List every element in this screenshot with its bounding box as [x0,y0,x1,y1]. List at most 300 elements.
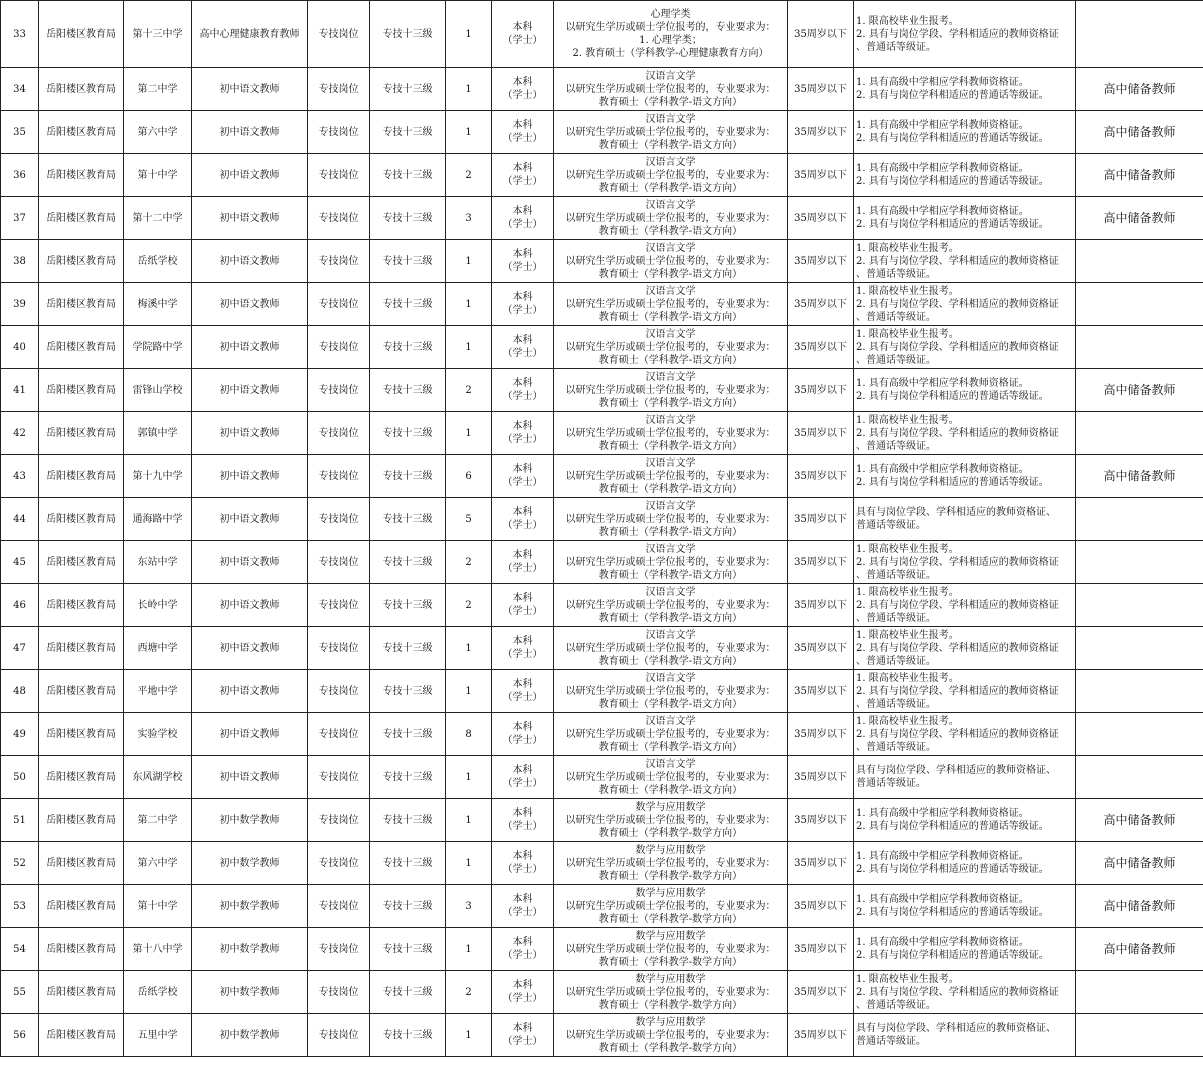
post-name-cell: 初中语文教师 [192,627,308,670]
hire-count-cell: 1 [446,928,492,971]
remark-cell [1076,1,1203,68]
major-cell-line: 教育硕士（学科教学-语文方向） [598,225,743,237]
education-cell [492,885,554,928]
major-cell-line: 以研究生学历或硕士学位报考的，专业要求为： [565,470,776,482]
major-cell-line: 教育硕士（学科教学-语文方向） [598,784,743,796]
education-cell-line: 本科 [512,464,533,475]
requirements-cell [854,756,1076,799]
major-cell-line: 教育硕士（学科教学-语文方向） [598,741,743,753]
school-cell: 长岭中学 [124,584,192,627]
remark-cell: 高中储备教师 [1076,885,1203,928]
major-cell-line: 以研究生学历或硕士学位报考的，专业要求为： [565,22,776,33]
major-cell [554,928,788,971]
major-cell [554,799,788,842]
post-level-cell: 专技十三级 [370,154,446,197]
school-cell: 实验学校 [124,713,192,756]
requirements-cell-line: 1. 限高校毕业生报考。 [856,715,959,727]
major-cell-line: 以研究生学历或硕士学位报考的，专业要求为： [565,943,776,955]
education-cell [492,799,554,842]
hire-count-cell: 1 [446,627,492,670]
department-cell: 岳阳楼区教育局 [39,756,124,799]
major-cell-line: 心理学类 [650,9,691,20]
major-cell [554,412,788,455]
age-limit-cell: 35周岁以下 [788,326,854,369]
education-cell-line: 本科 [512,937,533,948]
post-level-cell: 专技十三级 [370,670,446,713]
requirements-cell-line: 1. 具有高级中学相应学科教师资格证。 [856,464,1029,475]
education-cell [492,369,554,412]
requirements-cell-line: 1. 限高校毕业生报考。 [856,586,959,598]
requirements-cell [854,455,1076,498]
post-level-cell: 专技十三级 [370,1014,446,1057]
post-name-cell: 初中语文教师 [192,713,308,756]
post-level-cell: 专技十三级 [370,455,446,498]
education-cell-line: （学士） [502,821,543,832]
education-cell [492,412,554,455]
hire-count-cell: 1 [446,1014,492,1057]
remark-cell [1076,627,1203,670]
table-body [1,1,1203,1057]
remark-cell: 高中储备教师 [1076,369,1203,412]
education-cell-line: （学士） [502,864,543,875]
major-cell-line: 数学与应用数学 [635,844,706,856]
major-cell [554,326,788,369]
school-cell: 第十中学 [124,885,192,928]
requirements-cell [854,326,1076,369]
post-type-cell: 专技岗位 [308,842,370,885]
requirements-cell-line: 、普通话等级证。 [856,268,936,280]
major-cell-line: 以研究生学历或硕士学位报考的，专业要求为： [565,642,776,654]
major-cell-line: 以研究生学历或硕士学位报考的，专业要求为： [565,255,776,267]
requirements-cell-line: 1. 限高校毕业生报考。 [856,15,959,27]
education-cell-line: （学士） [502,649,543,660]
major-cell-line: 数学与应用数学 [635,930,706,942]
hire-count-cell: 1 [446,1,492,68]
post-level-cell: 专技十三级 [370,240,446,283]
remark-cell: 高中储备教师 [1076,111,1203,154]
requirements-cell-line: 1. 限高校毕业生报考。 [856,543,959,555]
education-cell-line: 本科 [512,722,533,733]
requirements-cell-line: 1. 限高校毕业生报考。 [856,629,959,641]
education-cell-line: 本科 [512,593,533,604]
requirements-cell [854,584,1076,627]
school-cell: 第十三中学 [124,1,192,68]
major-cell-line: 汉语言文学 [645,543,696,555]
education-cell-line: （学士） [502,305,543,316]
major-cell-line: 以研究生学历或硕士学位报考的，专业要求为： [565,900,776,912]
post-level-cell: 专技十三级 [370,971,446,1014]
remark-cell: 高中储备教师 [1076,928,1203,971]
age-limit-cell: 35周岁以下 [788,885,854,928]
requirements-cell-line: 2. 具有与岗位学段、学科相适应的教师资格证 [856,685,1059,697]
education-cell-line: （学士） [502,176,543,187]
requirements-cell-line: 1. 具有高级中学相应学科教师资格证。 [856,894,1029,905]
requirements-cell-line: 1. 具有高级中学相应学科教师资格证。 [856,77,1029,88]
requirements-cell [854,885,1076,928]
school-cell: 第二中学 [124,68,192,111]
major-cell-line: 教育硕士（学科教学-语文方向） [598,655,743,667]
requirements-cell [854,670,1076,713]
post-name-cell: 初中语文教师 [192,541,308,584]
requirements-cell-line: 2. 具有与岗位学科相适应的普通话等级证。 [856,176,1049,187]
major-cell [554,154,788,197]
education-cell-line: （学士） [502,477,543,488]
major-cell-line: 汉语言文学 [645,70,696,82]
education-cell-line: （学士） [502,434,543,445]
post-level-cell: 专技十三级 [370,584,446,627]
requirements-cell [854,799,1076,842]
department-cell: 岳阳楼区教育局 [39,842,124,885]
remark-cell [1076,1014,1203,1057]
education-cell-line: 本科 [512,894,533,905]
post-name-cell: 初中语文教师 [192,412,308,455]
hire-count-cell: 2 [446,584,492,627]
education-cell-line: （学士） [502,735,543,746]
education-cell-line: 本科 [512,378,533,389]
education-cell [492,240,554,283]
age-limit-cell: 35周岁以下 [788,412,854,455]
table-row [1,197,1203,240]
education-cell-line: （学士） [502,907,543,918]
major-cell [554,1014,788,1057]
major-cell-line: 教育硕士（学科教学-语文方向） [598,612,743,624]
education-cell-line: （学士） [502,391,543,402]
requirements-cell-line: 2. 具有与岗位学段、学科相适应的教师资格证 [856,556,1059,568]
department-cell: 岳阳楼区教育局 [39,885,124,928]
education-cell-line: （学士） [502,950,543,961]
post-name-cell: 初中语文教师 [192,756,308,799]
requirements-cell-line: 普通话等级证。 [856,520,926,531]
education-cell [492,111,554,154]
row-number: 37 [1,197,39,240]
post-name-cell: 初中语文教师 [192,68,308,111]
major-cell-line: 教育硕士（学科教学-语文方向） [598,182,743,194]
major-cell [554,283,788,326]
requirements-cell [854,412,1076,455]
requirements-cell-line: 1. 限高校毕业生报考。 [856,414,959,426]
requirements-cell-line: 2. 具有与岗位学科相适应的普通话等级证。 [856,907,1049,918]
remark-cell [1076,584,1203,627]
major-cell-line: 汉语言文学 [645,414,696,426]
major-cell-line: 以研究生学历或硕士学位报考的，专业要求为： [565,685,776,697]
post-name-cell: 初中语文教师 [192,111,308,154]
education-cell-line: 本科 [512,421,533,432]
requirements-cell-line: 2. 具有与岗位学科相适应的普通话等级证。 [856,90,1049,101]
remark-cell [1076,240,1203,283]
major-cell [554,713,788,756]
education-cell [492,756,554,799]
remark-cell [1076,412,1203,455]
remark-cell: 高中储备教师 [1076,197,1203,240]
school-cell: 东风湖学校 [124,756,192,799]
age-limit-cell: 35周岁以下 [788,240,854,283]
school-cell: 第二中学 [124,799,192,842]
education-cell-line: （学士） [502,520,543,531]
education-cell-line: （学士） [502,606,543,617]
school-cell: 学院路中学 [124,326,192,369]
education-cell [492,928,554,971]
requirements-cell [854,713,1076,756]
post-level-cell: 专技十三级 [370,369,446,412]
education-cell [492,197,554,240]
major-cell-line: 教育硕士（学科教学-语文方向） [598,698,743,710]
requirements-cell [854,283,1076,326]
major-cell [554,971,788,1014]
post-name-cell: 初中语文教师 [192,240,308,283]
requirements-cell-line: 、普通话等级证。 [856,741,936,753]
major-cell-line: 以研究生学历或硕士学位报考的，专业要求为： [565,857,776,869]
post-type-cell: 专技岗位 [308,369,370,412]
requirements-cell-line: 、普通话等级证。 [856,41,936,53]
post-name-cell: 初中数学教师 [192,885,308,928]
post-level-cell: 专技十三级 [370,326,446,369]
education-cell-line: 本科 [512,808,533,819]
requirements-cell [854,68,1076,111]
row-number: 40 [1,326,39,369]
major-cell-line: 汉语言文学 [645,672,696,684]
education-cell [492,498,554,541]
education-cell [492,971,554,1014]
remark-cell: 高中储备教师 [1076,842,1203,885]
age-limit-cell: 35周岁以下 [788,1,854,68]
age-limit-cell: 35周岁以下 [788,154,854,197]
post-type-cell: 专技岗位 [308,928,370,971]
education-cell [492,154,554,197]
age-limit-cell: 35周岁以下 [788,541,854,584]
major-cell-line: 教育硕士（学科教学-数学方向） [598,999,743,1011]
table-row [1,756,1203,799]
remark-cell [1076,326,1203,369]
major-cell-line: 教育硕士（学科教学-数学方向） [598,870,743,882]
post-name-cell: 初中语文教师 [192,369,308,412]
requirements-cell-line: 1. 限高校毕业生报考。 [856,672,959,684]
post-level-cell: 专技十三级 [370,885,446,928]
requirements-cell-line: 具有与岗位学段、学科相适应的教师资格证、 [856,765,1056,776]
row-number: 52 [1,842,39,885]
post-name-cell: 初中数学教师 [192,799,308,842]
requirements-cell-line: 1. 具有高级中学相应学科教师资格证。 [856,163,1029,174]
education-cell-line: （学士） [502,778,543,789]
requirements-cell [854,498,1076,541]
requirements-cell-line: 1. 限高校毕业生报考。 [856,973,959,985]
department-cell: 岳阳楼区教育局 [39,154,124,197]
major-cell-line: 教育硕士（学科教学-数学方向） [598,913,743,925]
table-row [1,369,1203,412]
remark-cell: 高中储备教师 [1076,154,1203,197]
hire-count-cell: 3 [446,885,492,928]
major-cell-line: 以研究生学历或硕士学位报考的，专业要求为： [565,771,776,783]
post-level-cell: 专技十三级 [370,713,446,756]
school-cell: 第十九中学 [124,455,192,498]
post-name-cell: 初中语文教师 [192,584,308,627]
major-cell-line: 数学与应用数学 [635,1016,706,1028]
major-cell [554,111,788,154]
post-level-cell: 专技十三级 [370,799,446,842]
age-limit-cell: 35周岁以下 [788,971,854,1014]
row-number: 47 [1,627,39,670]
post-name-cell: 初中数学教师 [192,928,308,971]
requirements-cell-line: 2. 具有与岗位学段、学科相适应的教师资格证 [856,986,1059,998]
requirements-cell-line: 2. 具有与岗位学科相适应的普通话等级证。 [856,821,1049,832]
table-row [1,584,1203,627]
major-cell [554,885,788,928]
hire-count-cell: 1 [446,68,492,111]
table-row [1,1014,1203,1057]
post-level-cell: 专技十三级 [370,928,446,971]
table-row [1,68,1203,111]
requirements-cell-line: 2. 具有与岗位学科相适应的普通话等级证。 [856,950,1049,961]
age-limit-cell: 35周岁以下 [788,670,854,713]
post-type-cell: 专技岗位 [308,283,370,326]
post-name-cell: 初中语文教师 [192,498,308,541]
post-level-cell: 专技十三级 [370,68,446,111]
post-type-cell: 专技岗位 [308,455,370,498]
hire-count-cell: 1 [446,756,492,799]
school-cell: 五里中学 [124,1014,192,1057]
row-number: 53 [1,885,39,928]
post-type-cell: 专技岗位 [308,412,370,455]
education-cell-line: 本科 [512,765,533,776]
requirements-cell-line: 2. 具有与岗位学段、学科相适应的教师资格证 [856,427,1059,439]
table-row [1,541,1203,584]
remark-cell [1076,498,1203,541]
major-cell [554,541,788,584]
department-cell: 岳阳楼区教育局 [39,68,124,111]
department-cell: 岳阳楼区教育局 [39,670,124,713]
post-type-cell: 专技岗位 [308,584,370,627]
requirements-cell [854,111,1076,154]
major-cell-line: 教育硕士（学科教学-语文方向） [598,440,743,452]
requirements-cell-line: 1. 具有高级中学相应学科教师资格证。 [856,851,1029,862]
education-cell-line: 本科 [512,120,533,131]
requirements-cell-line: 、普通话等级证。 [856,440,936,452]
major-cell-line: 以研究生学历或硕士学位报考的，专业要求为： [565,986,776,998]
age-limit-cell: 35周岁以下 [788,111,854,154]
education-cell-line: 本科 [512,22,533,33]
department-cell: 岳阳楼区教育局 [39,498,124,541]
school-cell: 第十八中学 [124,928,192,971]
requirements-cell-line: 、普通话等级证。 [856,999,936,1011]
age-limit-cell: 35周岁以下 [788,1014,854,1057]
post-name-cell: 初中数学教师 [192,1014,308,1057]
education-cell-line: 本科 [512,980,533,991]
education-cell-line: （学士） [502,348,543,359]
requirements-cell [854,928,1076,971]
requirements-cell-line: 1. 限高校毕业生报考。 [856,328,959,340]
education-cell-line: （学士） [502,219,543,230]
post-level-cell: 专技十三级 [370,283,446,326]
requirements-cell-line: 2. 具有与岗位学段、学科相适应的教师资格证 [856,341,1059,353]
education-cell-line: 本科 [512,292,533,303]
remark-cell [1076,541,1203,584]
post-type-cell: 专技岗位 [308,326,370,369]
school-cell: 西塘中学 [124,627,192,670]
requirements-cell-line: 、普通话等级证。 [856,612,936,624]
age-limit-cell: 35周岁以下 [788,627,854,670]
hire-count-cell: 2 [446,541,492,584]
remark-cell [1076,756,1203,799]
requirements-cell-line: 、普通话等级证。 [856,569,936,581]
age-limit-cell: 35周岁以下 [788,68,854,111]
post-name-cell: 初中语文教师 [192,283,308,326]
requirements-cell-line: 1. 具有高级中学相应学科教师资格证。 [856,206,1029,217]
table-row [1,799,1203,842]
department-cell: 岳阳楼区教育局 [39,627,124,670]
department-cell: 岳阳楼区教育局 [39,197,124,240]
requirements-cell-line: 2. 具有与岗位学段、学科相适应的教师资格证 [856,728,1059,740]
hire-count-cell: 6 [446,455,492,498]
post-type-cell: 专技岗位 [308,1014,370,1057]
major-cell-line: 数学与应用数学 [635,801,706,813]
major-cell [554,584,788,627]
row-number: 36 [1,154,39,197]
requirements-cell-line: 、普通话等级证。 [856,655,936,667]
major-cell-line: 教育硕士（学科教学-语文方向） [598,526,743,538]
department-cell: 岳阳楼区教育局 [39,713,124,756]
post-name-cell: 初中语文教师 [192,197,308,240]
requirements-cell-line: 、普通话等级证。 [856,698,936,710]
row-number: 56 [1,1014,39,1057]
age-limit-cell: 35周岁以下 [788,842,854,885]
school-cell: 第六中学 [124,111,192,154]
major-cell-line: 数学与应用数学 [635,887,706,899]
hire-count-cell: 1 [446,240,492,283]
remark-cell [1076,283,1203,326]
department-cell: 岳阳楼区教育局 [39,971,124,1014]
row-number: 51 [1,799,39,842]
row-number: 39 [1,283,39,326]
major-cell-line: 教育硕士（学科教学-数学方向） [598,827,743,839]
table-row [1,283,1203,326]
post-type-cell: 专技岗位 [308,498,370,541]
education-cell [492,326,554,369]
row-number: 38 [1,240,39,283]
education-cell [492,713,554,756]
major-cell-line: 汉语言文学 [645,199,696,211]
row-number: 54 [1,928,39,971]
education-cell-line: 本科 [512,335,533,346]
school-cell: 第十中学 [124,154,192,197]
table-row [1,498,1203,541]
major-cell-line: 以研究生学历或硕士学位报考的，专业要求为： [565,126,776,138]
requirements-cell-line: 1. 具有高级中学相应学科教师资格证。 [856,808,1029,819]
major-cell-line: 汉语言文学 [645,242,696,254]
major-cell-line: 汉语言文学 [645,285,696,297]
major-cell [554,240,788,283]
age-limit-cell: 35周岁以下 [788,928,854,971]
major-cell-line: 教育硕士（学科教学-语文方向） [598,268,743,280]
major-cell-line: 教育硕士（学科教学-语文方向） [598,483,743,495]
major-cell-line: 汉语言文学 [645,156,696,168]
major-cell [554,670,788,713]
department-cell: 岳阳楼区教育局 [39,283,124,326]
post-type-cell: 专技岗位 [308,240,370,283]
hire-count-cell: 1 [446,283,492,326]
requirements-cell-line: 具有与岗位学段、学科相适应的教师资格证、 [856,507,1056,518]
major-cell-line: 汉语言文学 [645,758,696,770]
school-cell: 通海路中学 [124,498,192,541]
row-number: 50 [1,756,39,799]
post-name-cell: 初中语文教师 [192,670,308,713]
school-cell: 梅溪中学 [124,283,192,326]
major-cell [554,498,788,541]
education-cell-line: （学士） [502,563,543,574]
requirements-cell-line: 2. 具有与岗位学段、学科相适应的教师资格证 [856,255,1059,267]
major-cell-line: 汉语言文学 [645,629,696,641]
post-level-cell: 专技十三级 [370,197,446,240]
education-cell-line: 本科 [512,851,533,862]
department-cell: 岳阳楼区教育局 [39,799,124,842]
